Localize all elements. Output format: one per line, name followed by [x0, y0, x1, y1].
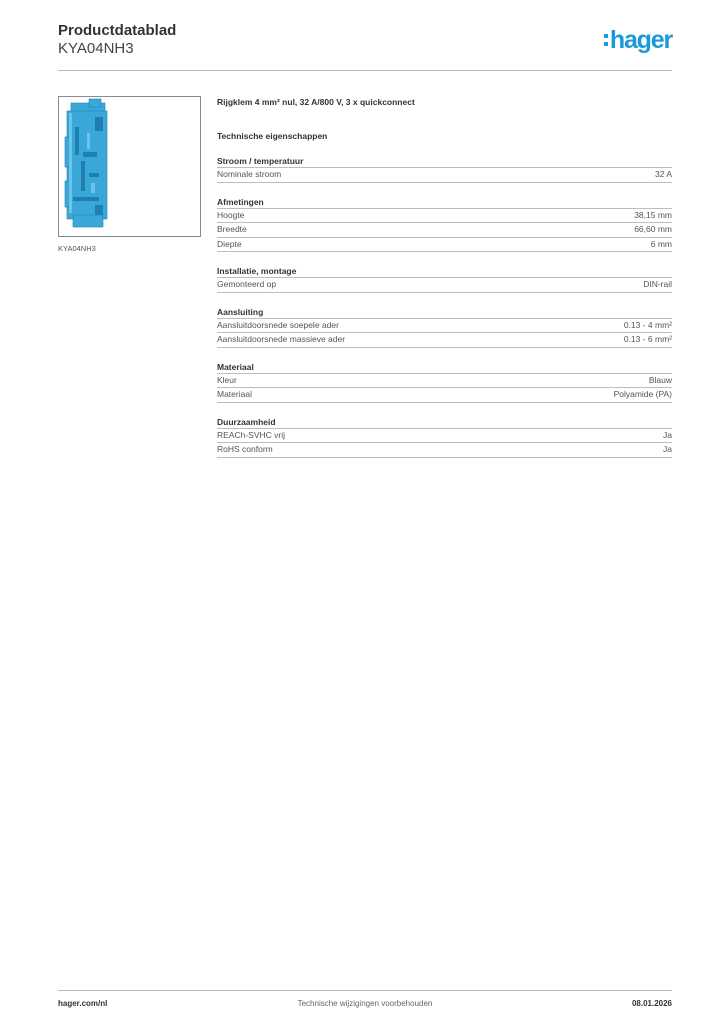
- spec-row: [217, 223, 672, 238]
- spec-label: Hoogte: [217, 209, 245, 220]
- hager-logo: [604, 27, 672, 53]
- spec-value: 32 A: [654, 169, 672, 179]
- spec-section-dimensions: [217, 196, 672, 253]
- spec-value: 38,15 mm: [634, 209, 672, 220]
- spec-section-material: [217, 361, 672, 403]
- spec-label: Aansluitdoorsnede massieve ader: [217, 334, 346, 344]
- footer-website-link[interactable]: hager.com/nl: [58, 999, 108, 1008]
- spec-row: [217, 209, 672, 224]
- document-title: Productdatablad: [58, 22, 177, 39]
- spec-section-sustainability: [217, 416, 672, 458]
- spec-row: [217, 168, 672, 183]
- section-title: Installatie, montage: [217, 265, 672, 278]
- section-title: Afmetingen: [217, 196, 672, 209]
- spec-value: 6 mm: [650, 238, 672, 249]
- section-title: Stroom / temperatuur: [217, 155, 672, 168]
- footer-notice: Technische wijzigingen voorbehouden: [297, 999, 433, 1008]
- spec-row: [217, 333, 672, 348]
- page-footer: [58, 990, 672, 1015]
- spec-label: Breedte: [217, 224, 247, 234]
- spec-label: Nominale stroom: [217, 169, 282, 179]
- product-image-caption: KYA04NH3: [58, 244, 96, 253]
- page-header: [58, 20, 672, 71]
- spec-row: [217, 319, 672, 334]
- spec-label: Materiaal: [217, 389, 252, 399]
- spec-section-current: [217, 155, 672, 183]
- spec-value: Polyamide (PA): [613, 389, 672, 399]
- spec-row: [217, 374, 672, 389]
- spec-label: RoHS conform: [217, 444, 273, 454]
- spec-row: [217, 278, 672, 293]
- section-title: Duurzaamheid: [217, 416, 672, 429]
- spec-section-connection: [217, 306, 672, 348]
- spec-label: Kleur: [217, 374, 237, 385]
- product-description: Rijgklem 4 mm² nul, 32 A/800 V, 3 x quickconnect: [217, 97, 415, 107]
- spec-value: 0.13 - 4 mm²: [623, 319, 672, 330]
- terminal-block-image: [59, 97, 200, 236]
- spec-value: Ja: [663, 444, 672, 454]
- spec-value: Ja: [663, 429, 672, 440]
- spec-label: Gemonteerd op: [217, 279, 277, 289]
- spec-row: [217, 429, 672, 444]
- logo-colon-icon: [604, 30, 608, 50]
- tech-properties-title: Technische eigenschappen: [217, 131, 328, 141]
- spec-label: Aansluitdoorsnede soepele ader: [217, 319, 339, 330]
- document-subtitle: KYA04NH3: [58, 40, 134, 57]
- product-image-frame: [58, 96, 201, 237]
- spec-content: [217, 96, 672, 458]
- section-title: Aansluiting: [217, 306, 672, 319]
- spec-label: REACh-SVHC vrij: [217, 429, 286, 440]
- spec-value: 0.13 - 6 mm²: [623, 334, 672, 344]
- spec-row: [217, 238, 672, 253]
- logo-text: hager: [609, 25, 672, 54]
- spec-value: 66,60 mm: [634, 224, 672, 234]
- spec-section-installation: [217, 265, 672, 293]
- spec-value: Blauw: [648, 374, 672, 385]
- spec-row: [217, 388, 672, 403]
- footer-date: 08.01.2026: [631, 999, 672, 1008]
- spec-label: Diepte: [217, 238, 242, 249]
- spec-value: DIN-rail: [643, 279, 672, 289]
- section-title: Materiaal: [217, 361, 672, 374]
- spec-row: [217, 443, 672, 458]
